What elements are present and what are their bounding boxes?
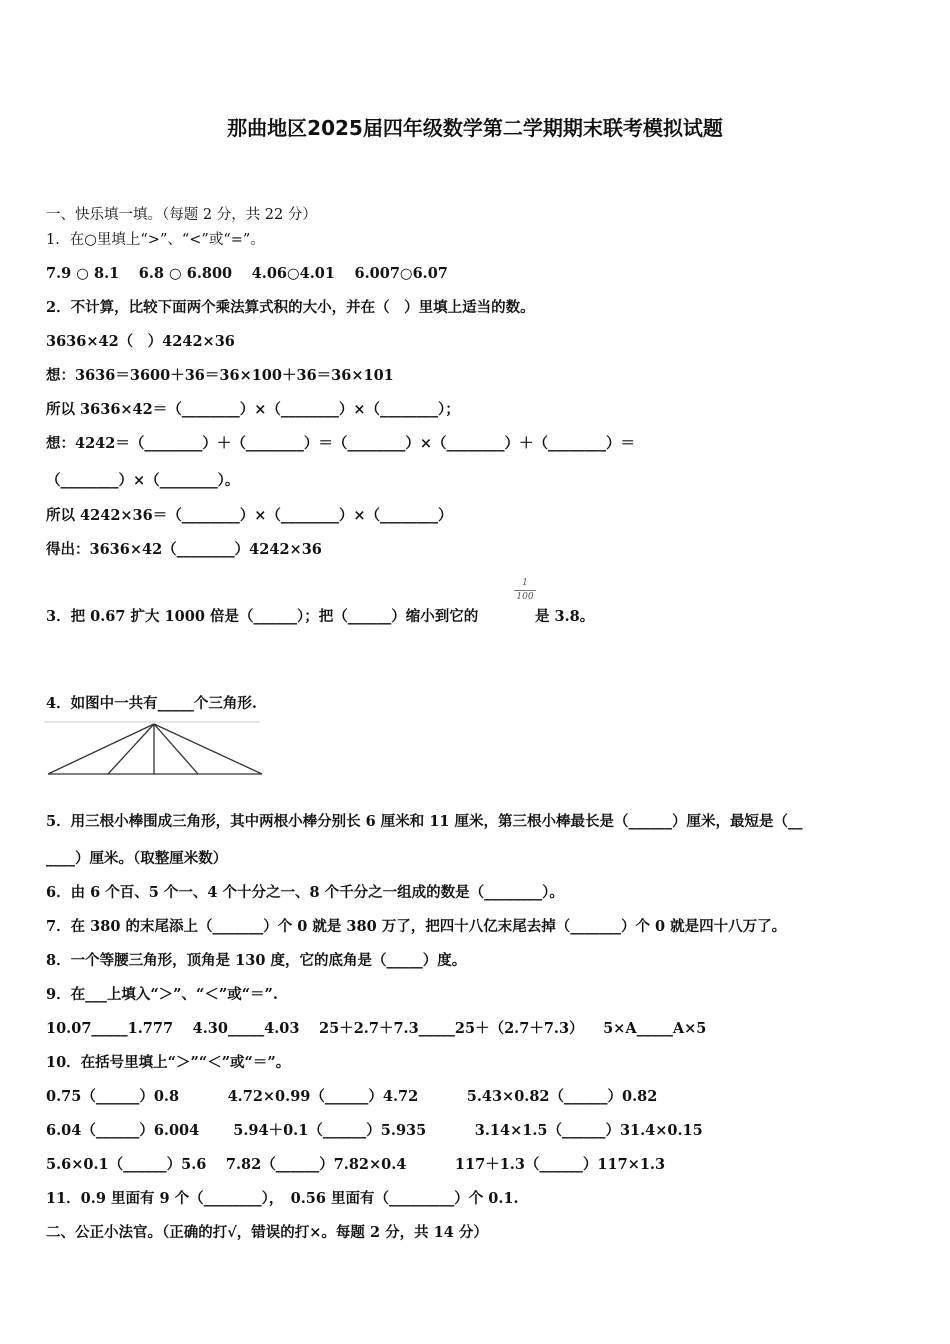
question-1-stem: 1．在○里填上“>”、“<”或“=”。: [46, 232, 265, 248]
question-10-row-1: 0.75（______）0.8 4.72×0.99（______）4.72 5.43×0.82（______）0.82: [46, 1088, 658, 1105]
question-3-text-b: 是 3.8。: [535, 608, 595, 625]
question-10-stem: 10．在括号里填上“＞”“＜”或“＝”。: [46, 1054, 291, 1071]
question-10-row-3: 5.6×0.1（______）5.6 7.82（______）7.82×0.4 117＋1.3（______）117×1.3: [46, 1156, 666, 1173]
question-6: 6．由 6 个百、5 个一、4 个十分之一、8 个千分之一组成的数是（________）。: [46, 884, 564, 901]
question-5-line-1: 5．用三根小棒围成三角形，其中两根小棒分别长 6 厘米和 11 厘米，第三根小棒最长是（______）厘米，最短是（__: [46, 813, 803, 830]
question-11: 11．0.9 里面有 9 个（________）， 0.56 里面有（_________）个 0.1.: [46, 1190, 519, 1207]
section-heading-2: 二、公正小法官。（正确的打√，错误的打×。每题 2 分，共 14 分）: [46, 1224, 488, 1241]
question-2-stem: 2．不计算，比较下面两个乘法算式积的大小，并在（ ）里填上适当的数。: [46, 299, 535, 316]
fraction-denominator: 100: [516, 592, 534, 602]
question-9-items: 10.07_____1.777 4.30_____4.03 25＋2.7＋7.3_____25＋（2.7＋7.3） 5×A_____A×5: [46, 1020, 707, 1037]
question-2-line-3: 所以 3636×42＝（________）×（________）×（________）；: [46, 401, 460, 418]
question-1-items: 7.9 ○ 8.1 6.8 ○ 6.800 4.06○4.01 6.007○6.07: [46, 265, 448, 282]
figure-inner-line-3: [154, 724, 198, 774]
figure-inner-line-1: [108, 724, 154, 774]
question-2-line-4: 想：4242＝（________）＋（________）＝（________）×（________）＋（________）＝: [46, 435, 636, 452]
triangle-figure: [44, 718, 266, 778]
question-9-stem: 9．在___上填入“＞”、“＜”或“＝”.: [46, 986, 278, 1003]
question-10-row-2: 6.04（______）6.004 5.94＋0.1（______）5.935 3.14×1.5（______）31.4×0.15: [46, 1122, 703, 1139]
question-2-line-7: 得出：3636×42（________）4242×36: [46, 541, 322, 558]
question-2-line-2: 想：3636＝3600＋36＝36×100＋36＝36×101: [46, 367, 394, 384]
figure-left-side: [48, 724, 154, 774]
figure-right-side: [154, 724, 262, 774]
fraction-bar: [514, 590, 536, 591]
question-8: 8．一个等腰三角形，顶角是 130 度，它的底角是（_____）度。: [46, 952, 467, 969]
question-2-line-5: （________）×（________）。: [46, 472, 240, 489]
fraction-numerator: 1: [522, 578, 528, 588]
question-2-line-6: 所以 4242×36＝（________）×（________）×（________）: [46, 507, 453, 524]
question-2-line-1: 3636×42（ ）4242×36: [46, 333, 235, 350]
question-7: 7．在 380 的末尾添上（_______）个 0 就是 380 万了，把四十八亿末尾去掉（_______）个 0 就是四十八万了。: [46, 918, 787, 935]
page-title: 那曲地区2025届四年级数学第二学期期末联考模拟试题: [227, 116, 723, 140]
question-4-text: 4．如图中一共有_____个三角形.: [46, 695, 257, 712]
question-3-text-a: 3．把 0.67 扩大 1000 倍是（______）；把（______）缩小到它的: [46, 608, 479, 625]
question-5-line-2: ____）厘米。（取整厘米数）: [46, 850, 228, 867]
section-heading: 一、快乐填一填。（每题 2 分，共 22 分）: [46, 207, 317, 223]
fraction-one-hundredth: [514, 578, 536, 603]
